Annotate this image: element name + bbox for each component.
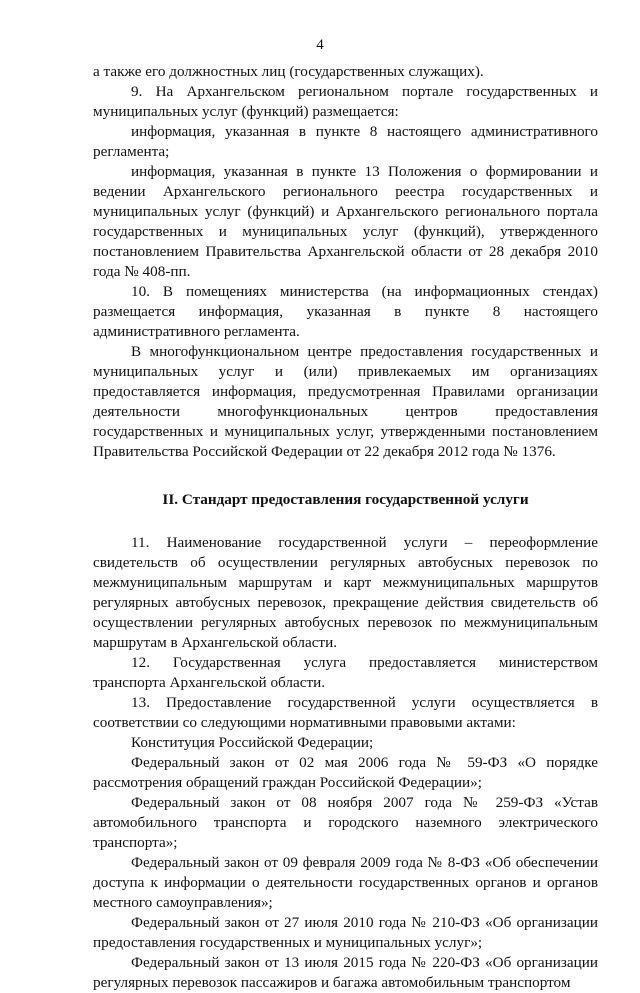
paragraph-item-11: 11. Наименование государственной услуги – переоформление свидетельств об осуществлении регулярных автобусных перевозок по межмуниципальным маршрутам и карт межмуниципальных маршрутов регулярных автобусных перевозок, прекращение действия свидетельств об осуществлении регулярных автобусных перевозок по межмуниципальным маршрутам в Архангельской области. — [93, 534, 598, 651]
paragraph-item-13: 13. Предоставление государственной услуги осуществляется в соответствии со следующими нормативными правовыми актами: — [93, 694, 598, 731]
legal-act-259-fz: Федеральный закон от 08 ноября 2007 года № 259-ФЗ «Устав автомобильного транспорта и городского наземного электрического транспорта»; — [93, 794, 598, 851]
page-number: 4 — [316, 37, 324, 53]
legal-act-220-fz: Федеральный закон от 13 июля 2015 года № 220-ФЗ «Об организации регулярных перевозок пассажиров и багажа автомобильным транспортом — [93, 954, 598, 991]
legal-act-constitution: Конституция Российской Федерации; — [131, 734, 374, 751]
paragraph-item-12: 12. Государственная услуга предоставляется министерством транспорта Архангельской области. — [93, 654, 598, 691]
paragraph-continuation: а также его должностных лиц (государственных служащих). — [93, 63, 484, 80]
section-heading: II. Стандарт предоставления государственной услуги — [162, 491, 529, 508]
paragraph-item-10: 10. В помещениях министерства (на информационных стендах) размещается информация, указанная в пункте 8 настоящего административного регламента. — [93, 283, 598, 340]
paragraph-item-9-info-b: информация, указанная в пункте 13 Положения о формировании и ведении Архангельского регионального реестра государственных и муниципальных услуг (функций) и Архангельского регионального портала государственных и муниципальных услуг (функций), утвержденного постановлением Правительства Архангельской области от 28 декабря 2010 года № 408-пп. — [93, 163, 598, 280]
legal-act-8-fz: Федеральный закон от 09 февраля 2009 года № 8-ФЗ «Об обеспечении доступа к информации о деятельности государственных органов и органов местного самоуправления»; — [93, 854, 598, 911]
legal-act-59-fz: Федеральный закон от 02 мая 2006 года № 59-ФЗ «О порядке рассмотрения обращений граждан Российской Федерации»; — [93, 754, 598, 791]
document-body — [93, 62, 598, 993]
paragraph-mfc-info: В многофункциональном центре предоставления государственных и муниципальных услуг и (или) привлекаемых им организациях предоставляется информация, предусмотренная Правилами организации деятельности многофункциональных центров предоставления государственных и муниципальных услуг, утвержденными постановлением Правительства Российской Федерации от 22 декабря 2012 года № 1376. — [93, 343, 598, 460]
paragraph-item-9: 9. На Архангельском региональном портале государственных и муниципальных услуг (функций) размещается: — [93, 83, 598, 120]
paragraph-item-9-info-a: информация, указанная в пункте 8 настоящего административного регламента; — [93, 123, 598, 160]
legal-act-210-fz: Федеральный закон от 27 июля 2010 года № 210-ФЗ «Об организации предоставления государственных и муниципальных услуг»; — [93, 914, 598, 951]
